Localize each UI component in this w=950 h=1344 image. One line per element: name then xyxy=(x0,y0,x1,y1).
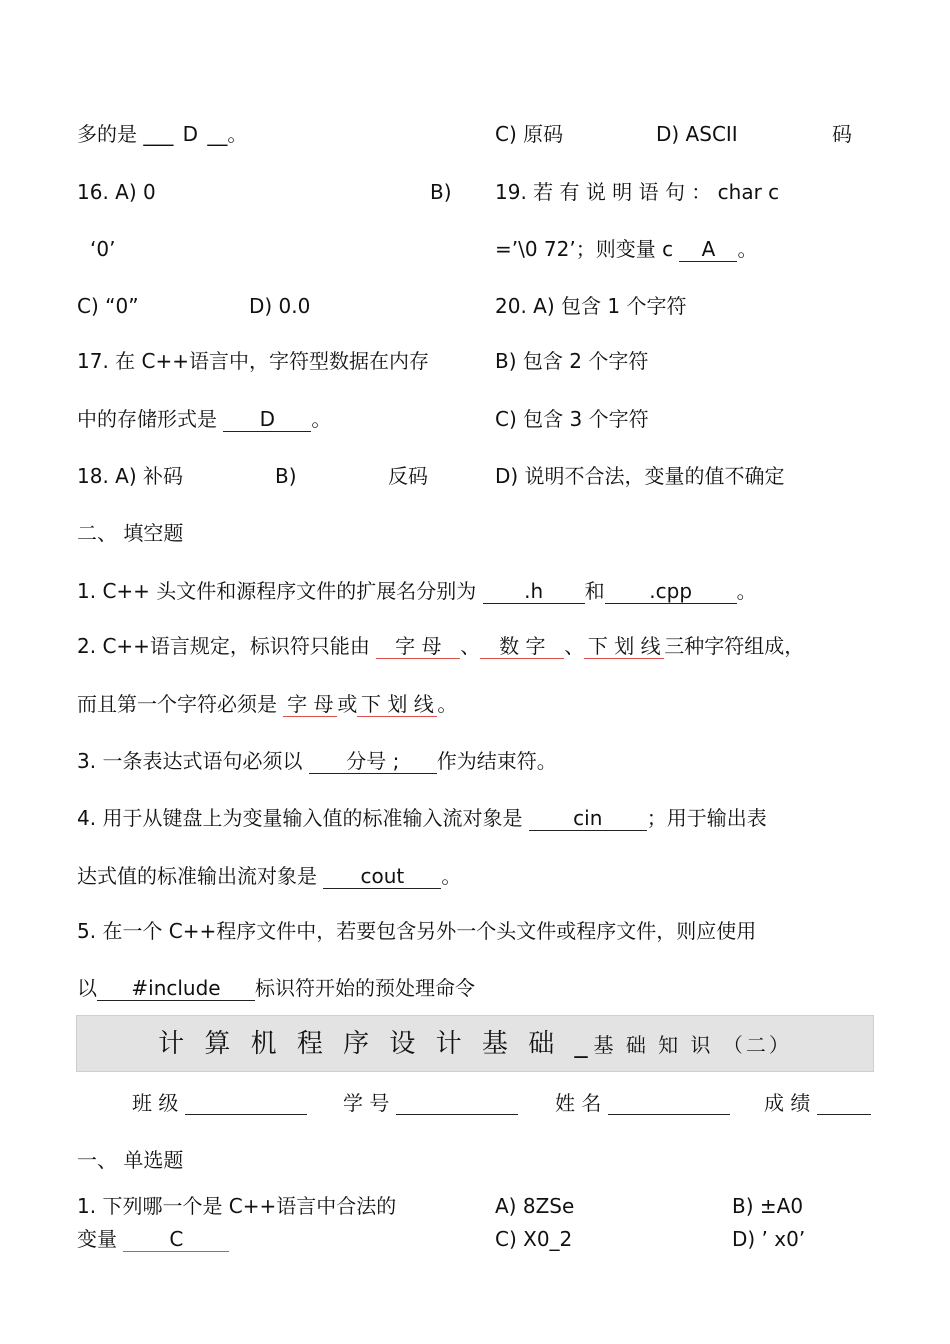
info-score xyxy=(764,1091,871,1115)
choice-q1-answer-line xyxy=(77,1227,229,1252)
q20-option-a: 20. A) 包含 1 个字符 xyxy=(495,294,687,318)
fill-q5: 5. 在一个 C++程序文件中，若要包含另外一个头文件或程序文件，则应使用 xyxy=(77,919,757,943)
choice-q1: 1. 下列哪一个是 C++语言中合法的 xyxy=(77,1194,397,1218)
answer-blank: 下 划 线 xyxy=(584,634,664,659)
q20-option-c: C) 包含 3 个字符 xyxy=(495,407,649,431)
fill-q2-continuation xyxy=(77,692,457,717)
student-id-field xyxy=(396,1094,518,1115)
text: 1. C++ 头文件和源程序文件的扩展名分别为 xyxy=(77,579,483,603)
text: =’\0 72’；则变量 c xyxy=(495,237,680,261)
info-student-id xyxy=(343,1091,518,1115)
answer-blank: cout xyxy=(323,864,441,889)
text: 和 xyxy=(584,579,605,603)
answer-blank: 字 母 xyxy=(376,634,460,659)
q18-option-d-suffix: 码 xyxy=(832,122,852,146)
text: __。 xyxy=(207,122,248,146)
section-title-single-choice: 一、 单选题 xyxy=(77,1148,184,1172)
class-label: 班 级 xyxy=(132,1091,179,1115)
q16-option-a: 16. A) 0 xyxy=(77,180,156,204)
q18-option-d: D) ASCII xyxy=(656,122,738,146)
q18-option-a: 18. A) 补码 xyxy=(77,464,184,488)
q18-option-b-value: 反码 xyxy=(388,464,428,488)
q16-option-c: C) “0” xyxy=(77,294,139,318)
text: 。 xyxy=(737,237,758,261)
choice-q1-option-b: B) ±A0 xyxy=(732,1194,804,1218)
text: 。 xyxy=(441,864,462,888)
choice-q1-option-d: D) ’ x0’ xyxy=(732,1227,806,1251)
text: 达式值的标准输出流对象是 xyxy=(77,864,324,888)
text: 三种字符组成， xyxy=(664,634,805,658)
text: 2. C++语言规定，标识符只能由 xyxy=(77,634,377,658)
score-field xyxy=(817,1094,871,1115)
answer-blank: .h xyxy=(483,579,585,604)
text: 或 xyxy=(337,692,358,716)
fill-q3 xyxy=(77,749,557,774)
answer-blank: 分号 ; xyxy=(309,749,437,774)
q16-option-b-value: ‘0’ xyxy=(90,237,116,261)
text: 、 xyxy=(460,634,481,658)
answer-blank: .cpp xyxy=(605,579,737,604)
info-name xyxy=(555,1091,730,1115)
section-title-fill-blank: 二、 填空题 xyxy=(77,521,184,545)
class-field xyxy=(185,1094,307,1115)
q16-option-b: B) xyxy=(430,180,452,204)
text: 而且第一个字符必须是 xyxy=(77,692,284,716)
text: 。 xyxy=(311,407,332,431)
choice-q1-option-c: C) X0_2 xyxy=(495,1227,573,1251)
text: 。 xyxy=(437,692,458,716)
q18-option-b: B) xyxy=(275,464,297,488)
fill-q2 xyxy=(77,634,804,659)
answer-blank: C xyxy=(123,1227,229,1252)
q19-answer-line xyxy=(495,237,757,262)
answer-blank: 数 字 xyxy=(480,634,564,659)
text: 多的是 ___ xyxy=(77,122,174,146)
text: 4. 用于从键盘上为变量输入值的标准输入流对象是 xyxy=(77,806,529,830)
q16-option-d: D) 0.0 xyxy=(249,294,311,318)
answer-blank: D xyxy=(223,407,311,432)
exam-subtitle: 基 础 知 识 （二） xyxy=(593,1033,792,1057)
text: 以 xyxy=(77,976,97,1000)
text: ；用于输出表 xyxy=(646,806,767,830)
exam-header xyxy=(76,1015,874,1072)
q20-option-d: D) 说明不合法，变量的值不确定 xyxy=(495,464,785,488)
text: 变量 xyxy=(77,1227,124,1251)
fill-q1 xyxy=(77,579,757,604)
choice-q1-option-a: A) 8ZSe xyxy=(495,1194,575,1218)
text: 、 xyxy=(564,634,585,658)
fill-q4-continuation xyxy=(77,864,461,889)
answer-blank: #include xyxy=(97,976,255,1001)
answer-blank: A xyxy=(679,237,737,262)
answer-blank: 字 母 xyxy=(283,692,337,717)
info-class xyxy=(132,1091,307,1115)
text: 标识符开始的预处理命令 xyxy=(255,976,475,1000)
exam-title-main: 计 算 机 程 序 设 计 基 础 _ xyxy=(158,1029,594,1059)
name-field xyxy=(608,1094,730,1115)
answer-blank: 下 划 线 xyxy=(357,692,437,717)
text: 。 xyxy=(736,579,757,603)
fill-q4 xyxy=(77,806,767,831)
name-label: 姓 名 xyxy=(555,1091,602,1115)
text: 作为结束符。 xyxy=(436,749,557,773)
text: 3. 一条表达式语句必须以 xyxy=(77,749,309,773)
q19-text: 19. 若 有 说 明 语 句 ： char c xyxy=(495,180,780,204)
q18-option-c: C) 原码 xyxy=(495,122,564,146)
q20-option-b: B) 包含 2 个字符 xyxy=(495,349,649,373)
q15-continuation xyxy=(77,122,247,146)
q17-answer-line xyxy=(77,407,331,432)
student-id-label: 学 号 xyxy=(343,1091,390,1115)
fill-q5-continuation xyxy=(77,976,475,1001)
text: 中的存储形式是 xyxy=(77,407,224,431)
exam-title xyxy=(77,1029,873,1060)
answer-blank: D xyxy=(182,122,199,146)
q17-text: 17. 在 C++语言中，字符型数据在内存 xyxy=(77,349,430,373)
answer-blank: cin xyxy=(529,806,647,831)
score-label: 成 绩 xyxy=(764,1091,811,1115)
